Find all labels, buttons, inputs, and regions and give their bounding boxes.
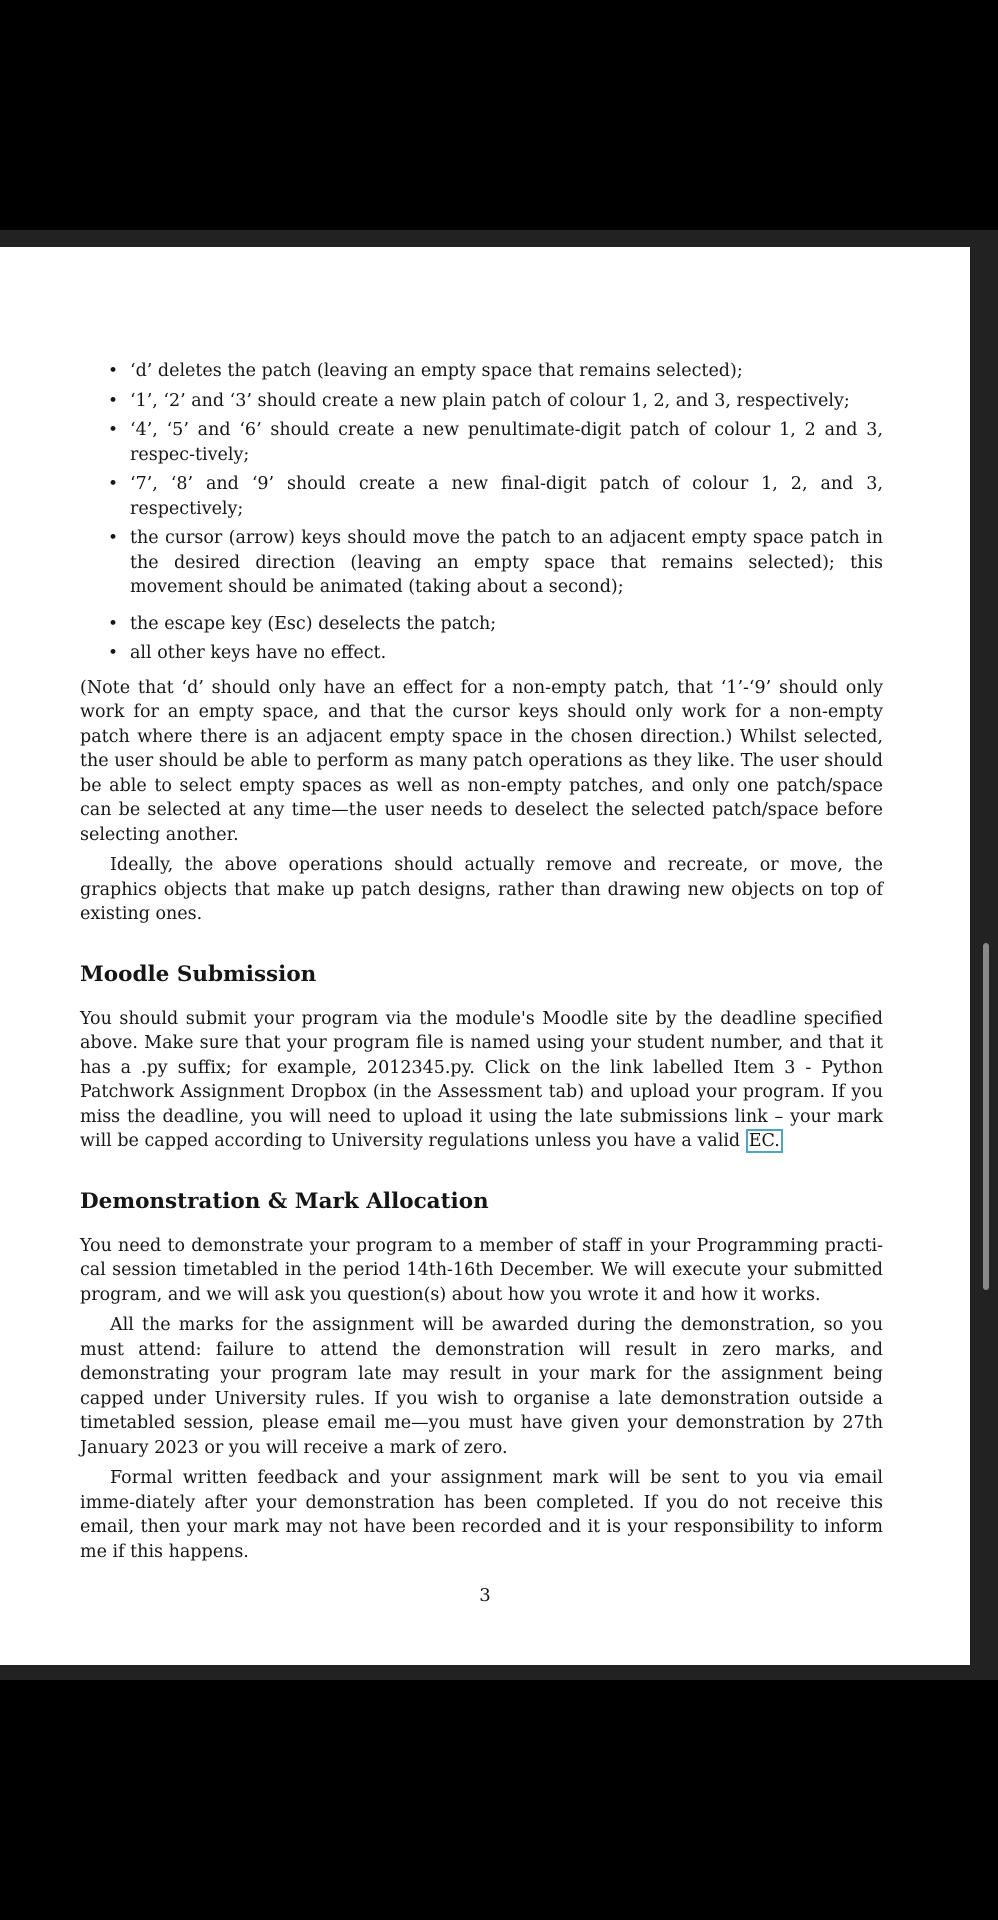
- list-item: • ‘d’ deletes the patch (leaving an empty space that remains selected);: [80, 359, 883, 384]
- list-item: • ‘4’, ‘5’ and ‘6’ should create a new penultimate-digit patch of colour 1, 2 and 3, respec-tively;: [108, 420, 883, 465]
- demonstration-heading: Demonstration & Mark Allocation: [80, 1188, 489, 1214]
- list-item: • all other keys have no effect.: [80, 641, 883, 666]
- page-content: [80, 359, 883, 1564]
- ec-link[interactable]: EC.: [746, 1129, 783, 1153]
- list-item: • the escape key (Esc) deselects the patch;: [80, 612, 883, 637]
- list-item: • ‘1’, ‘2’ and ‘3’ should create a new plain patch of colour 1, 2, and 3, respectively;: [80, 389, 883, 414]
- note-paragraph: (Note that ‘d’ should only have an effect for a non-empty patch, that ‘1’-‘9’ should only work for an empty space, and that the cursor keys should only work for a non-empty patch where there is an adjacent empty space in the chosen direction.) Whilst selected, the user should be able to perform as many patch operations as they like. The user should be able to select empty spaces as well as non-empty patches, and only one patch/space can be selected at any time—the user needs to deselect the selected patch/space before selecting another.: [80, 677, 883, 845]
- list-item: • the cursor (arrow) keys should move the patch to an adjacent empty space patch in the desired direction (leaving an empty space that remains selected); this movement should be animated (taking about a second);: [108, 528, 883, 597]
- bullet-icon: •: [108, 420, 119, 440]
- bullet-icon: •: [108, 643, 119, 663]
- demonstration-paragraph-2: All the marks for the assignment will be awarded during the demonstration, so you must attend: failure to attend the demonstration will result in zero marks, and demonstrating your program late may result in your mark for the assignment being capped under University rules. If you wish to organise a late demonstration outside a timetabled session, please email me—you must have given your demonstration by 27th January 2023 or you will receive a mark of zero.: [80, 1315, 883, 1458]
- document-page: [0, 247, 970, 1665]
- demonstration-paragraph-1: You need to demonstrate your program to a member of staff in your Programming practi-cal session timetabled in the period 14th-16th December. We will execute your submitted program, and we will ask you question(s) about how you wrote it and how it works.: [80, 1235, 883, 1305]
- demonstration-paragraph-3: Formal written feedback and your assignment mark will be sent to you via email imme-diately after your demonstration has been completed. If you do not receive this email, then your mark may not have been recorded and it is your responsibility to inform me if this happens.: [80, 1468, 883, 1562]
- list-item: • ‘7’, ‘8’ and ‘9’ should create a new final-digit patch of colour 1, 2, and 3, respectively;: [108, 474, 883, 519]
- moodle-submission-paragraph: You should submit your program via the module's Moodle site by the deadline specified above. Make sure that your program file is named using your student number, and that it has a .py suffix; for example, 2012345.py. Click on the link labelled Item 3 - Python Patchwork Assignment Dropbox (in the Assessment tab) and upload your program. If you miss the deadline, you will need to upload it using the late submissions link – your mark will be capped according to University regulations unless you have a valid EC.: [80, 1008, 883, 1151]
- bullet-icon: •: [108, 528, 119, 548]
- moodle-submission-heading: Moodle Submission: [80, 961, 317, 987]
- bullet-icon: •: [108, 474, 119, 494]
- scrollbar-thumb[interactable]: [983, 943, 989, 1290]
- key-operations-list: [80, 359, 883, 666]
- bullet-icon: •: [108, 613, 119, 634]
- ideally-paragraph: Ideally, the above operations should actually remove and recreate, or move, the graphics objects that make up patch designs, rather than drawing new objects on top of existing ones.: [80, 855, 883, 924]
- bullet-icon: •: [108, 390, 119, 411]
- bullet-icon: •: [108, 361, 119, 381]
- page-number: 3: [479, 1585, 491, 1606]
